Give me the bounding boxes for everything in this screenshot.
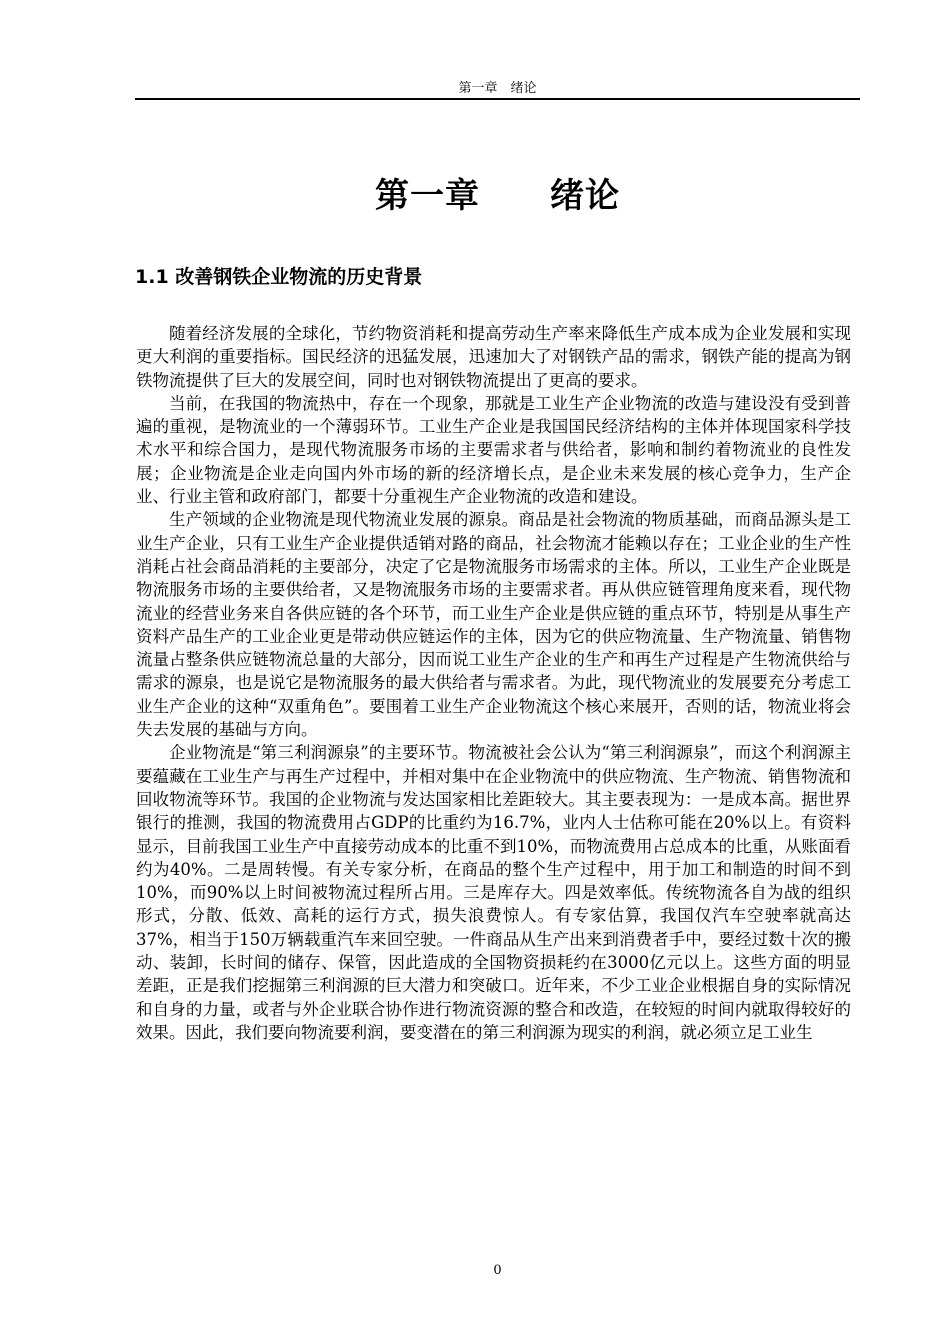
paragraph: 当前，在我国的物流热中，存在一个现象，那就是工业生产企业物流的改造与建设没有受到普遍的重视，是物流业的一个薄弱环节。工业生产企业是我国国民经济结构的主体并体现国家科学技术水平和综合国力，是现代物流服务市场的主要需求者与供给者，影响和制约着物流业的良性发展；企业物流是企业走向国内外市场的新的经济增长点，是企业未来发展的核心竞争力，生产企业、行业主管和政府部门，都要十分重视生产企业物流的改造和建设。 — [136, 393, 851, 507]
body-text — [136, 322, 851, 1044]
running-header: 第一章 绪论 — [458, 81, 537, 96]
paragraph: 随着经济发展的全球化，节约物资消耗和提高劳动生产率来降低生产成本成为企业发展和实现更大利润的重要指标。国民经济的迅猛发展，迅速加大了对钢铁产品的需求，钢铁产能的提高为钢铁物流提供了巨大的发展空间，同时也对钢铁物流提出了更高的要求。 — [136, 324, 851, 390]
page-number: 0 — [493, 1263, 502, 1278]
paragraph: 生产领域的企业物流是现代物流业发展的源泉。商品是社会物流的物质基础，而商品源头是工业生产企业，只有工业生产企业提供适销对路的商品，社会物流才能赖以存在；工业企业的生产性消耗占社会商品消耗的主要部分，决定了它是物流服务市场需求的主体。所以，工业生产企业既是物流服务市场的主要供给者，又是物流服务市场的主要需求者。再从供应链管理角度来看，现代物流业的经营业务来自各供应链的各个环节，而工业生产企业是供应链的重点环节，特别是从事生产资料产品生产的工业企业更是带动供应链运作的主体，因为它的供应物流量、生产物流量、销售物流量占整条供应链物流总量的大部分，因而说工业生产企业的生产和再生产过程是产生物流供给与需求的源泉，也是说它是物流服务的最大供给者与需求者。为此，现代物流业的发展要充分考虑工业生产企业的这种“双重角色”。要围着工业生产企业物流这个核心来展开，否则的话，物流业将会失去发展的基础与方向。 — [136, 510, 851, 740]
section-heading: 1.1 改善钢铁企业物流的历史背景 — [135, 266, 423, 288]
paragraph: 企业物流是“第三利润源泉”的主要环节。物流被社会公认为“第三利润源泉”，而这个利润源主要蕴藏在工业生产与再生产过程中，并相对集中在企业物流中的供应物流、生产物流、销售物流和回收物流等环节。我国的企业物流与发达国家相比差距较大。其主要表现为：一是成本高。据世界银行的推测，我国的物流费用占GDP的比重约为16.7%，业内人士估称可能在20%以上。有资料显示，目前我国工业生产中直接劳动成本的比重不到10%，而物流费用占总成本的比重，从账面看约为40%。二是周转慢。有关专家分析，在商品的整个生产过程中，用于加工和制造的时间不到10%，而90%以上时间被物流过程所占用。三是库存大。四是效率低。传统物流各自为战的组织形式，分散、低效、高耗的运行方式，损失浪费惊人。有专家估算，我国仅汽车空驶率就高达37%，相当于150万辆载重汽车来回空驶。一件商品从生产出来到消费者手中，要经过数十次的搬动、装卸，长时间的储存、保管，因此造成的全国物资损耗约在3000亿元以上。这些方面的明显差距，正是我们挖掘第三利润源的巨大潜力和突破口。近年来，不少工业企业根据自身的实际情况和自身的力量，或者与外企业联合协作进行物流资源的整合和改造，在较短的时间内就取得较好的效果。因此，我们要向物流要利润，要变潜在的第三利润源为现实的利润，就必须立足工业生 — [136, 743, 851, 1042]
header-rule — [135, 98, 860, 100]
chapter-title: 第一章 绪论 — [375, 176, 620, 216]
